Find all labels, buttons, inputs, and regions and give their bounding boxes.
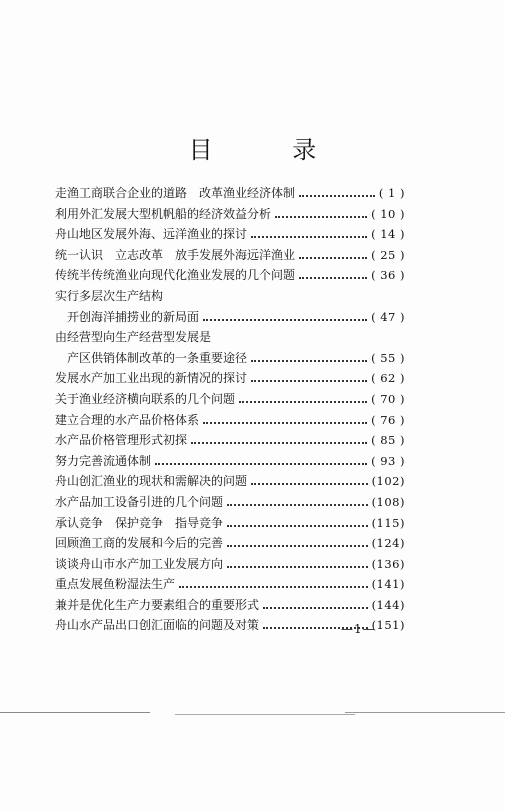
toc-entry [55, 246, 405, 267]
dot-leader [251, 359, 367, 362]
toc-entry-page: ( 1 ) [378, 186, 405, 200]
scan-edge-line [0, 712, 150, 713]
toc-entry-title: 回顾渔工商的发展和今后的完善 [55, 536, 224, 551]
dot-leader [203, 318, 367, 321]
toc-entry [55, 266, 405, 287]
toc-entry-page: (136) [371, 556, 405, 571]
toc-entry [55, 431, 405, 452]
toc-entry-page: (124) [371, 536, 405, 551]
toc-entry-title: 建立合理的水产品价格体系 [55, 412, 200, 427]
toc-entry-title: 重点发展鱼粉湿法生产 [55, 577, 176, 592]
dot-leader [263, 606, 368, 609]
dot-leader [251, 482, 368, 485]
toc-entry-title: 关于渔业经济横向联系的几个问题 [55, 391, 236, 406]
toc-entry-page: ( 85 ) [371, 433, 405, 448]
toc-entry-page: ( 14 ) [371, 227, 405, 242]
dot-leader [251, 379, 367, 382]
scan-edge-line [345, 712, 505, 713]
toc-entry-page: (151) [371, 618, 405, 633]
toc-entry-title: 产区供销体制改革的一条重要途径 [67, 350, 248, 365]
dot-leader [227, 524, 368, 527]
toc-entry-page: ( 47 ) [371, 309, 405, 324]
page-title: 目 录 [188, 136, 353, 164]
toc-entry-page: ( 93 ) [371, 453, 405, 468]
dot-leader [299, 194, 375, 197]
toc-entry [55, 411, 405, 432]
toc-entry [55, 493, 405, 514]
dot-leader [227, 544, 368, 547]
dot-leader [191, 441, 367, 444]
toc-entry-title: 兼并是优化生产力要素组合的重要形式 [55, 597, 260, 612]
dot-leader [251, 235, 367, 238]
toc-entry-page: ( 62 ) [371, 371, 405, 386]
toc-entry [55, 534, 405, 555]
toc-entry [55, 205, 405, 226]
toc-entry-page: ( 25 ) [371, 247, 405, 262]
toc-entry [55, 472, 405, 493]
toc-entry [55, 555, 405, 576]
toc-entry [55, 349, 405, 370]
toc-entry-page: ( 36 ) [371, 268, 405, 283]
toc-entry-page: ( 55 ) [371, 350, 405, 365]
toc-entry [55, 308, 405, 329]
toc-entry-title: 水产品加工设备引进的几个问题 [55, 494, 224, 509]
dot-leader [299, 256, 367, 259]
toc-entry-page: ( 70 ) [371, 391, 405, 406]
table-of-contents [55, 184, 405, 637]
toc-entry-title: 走渔工商联合企业的道路 改革渔业经济体制 [55, 186, 296, 200]
toc-entry [55, 514, 405, 535]
toc-entry-title: 舟山地区发展外海、远洋渔业的探讨 [55, 227, 248, 242]
toc-entry-page: (108) [371, 494, 405, 509]
toc-entry-heading-line [55, 328, 405, 349]
toc-entry-title: 利用外汇发展大型机帆船的经济效益分析 [55, 206, 272, 221]
toc-entry [55, 390, 405, 411]
dot-leader [227, 565, 368, 568]
toc-entry [55, 225, 405, 246]
toc-entry-title: 努力完善流通体制 [55, 453, 152, 468]
toc-entry-heading-line [55, 287, 405, 308]
toc-entry-title: 舟山水产品出口创汇面临的问题及对策 [55, 618, 260, 633]
toc-entry [55, 452, 405, 473]
toc-entry-title: 发展水产加工业出现的新情况的探讨 [55, 371, 248, 386]
toc-entry [55, 596, 405, 617]
toc-entry-page: (115) [371, 515, 405, 530]
toc-entry-title: 谈谈舟山市水产加工业发展方向 [55, 556, 224, 571]
toc-entry-title: 传统半传统渔业向现代化渔业发展的几个问题 [55, 268, 296, 283]
dot-leader [203, 421, 367, 424]
dot-leader [179, 585, 368, 588]
dot-leader [227, 503, 368, 506]
toc-entry-page: ( 76 ) [371, 412, 405, 427]
dot-leader [239, 400, 367, 403]
toc-entry-page: (102) [371, 474, 405, 489]
toc-entry-title: 开创海洋捕捞业的新局面 [67, 309, 200, 324]
toc-entry-title: 统一认识 立志改革 放手发展外海远洋渔业 [55, 247, 296, 262]
dot-leader [275, 215, 367, 218]
dot-leader [299, 276, 367, 279]
toc-entry [55, 369, 405, 390]
toc-entry-page: (141) [371, 577, 405, 592]
toc-entry [55, 184, 405, 205]
toc-entry [55, 575, 405, 596]
toc-entry-title: 由经营型向生产经营型发展是 [55, 330, 212, 345]
toc-entry-page: ( 10 ) [371, 206, 405, 221]
toc-entry-title: 承认竞争 保护竞争 指导竞争 [55, 515, 224, 530]
toc-entry-title: 实行多层次生产结构 [55, 288, 164, 303]
toc-entry-title: 水产品价格管理形式初探 [55, 433, 188, 448]
page-number: —1— [341, 622, 376, 636]
toc-entry-title: 舟山创汇渔业的现状和需解决的问题 [55, 474, 248, 489]
toc-entry-page: (144) [371, 597, 405, 612]
dot-leader [155, 462, 367, 465]
scan-edge-line [175, 714, 355, 715]
